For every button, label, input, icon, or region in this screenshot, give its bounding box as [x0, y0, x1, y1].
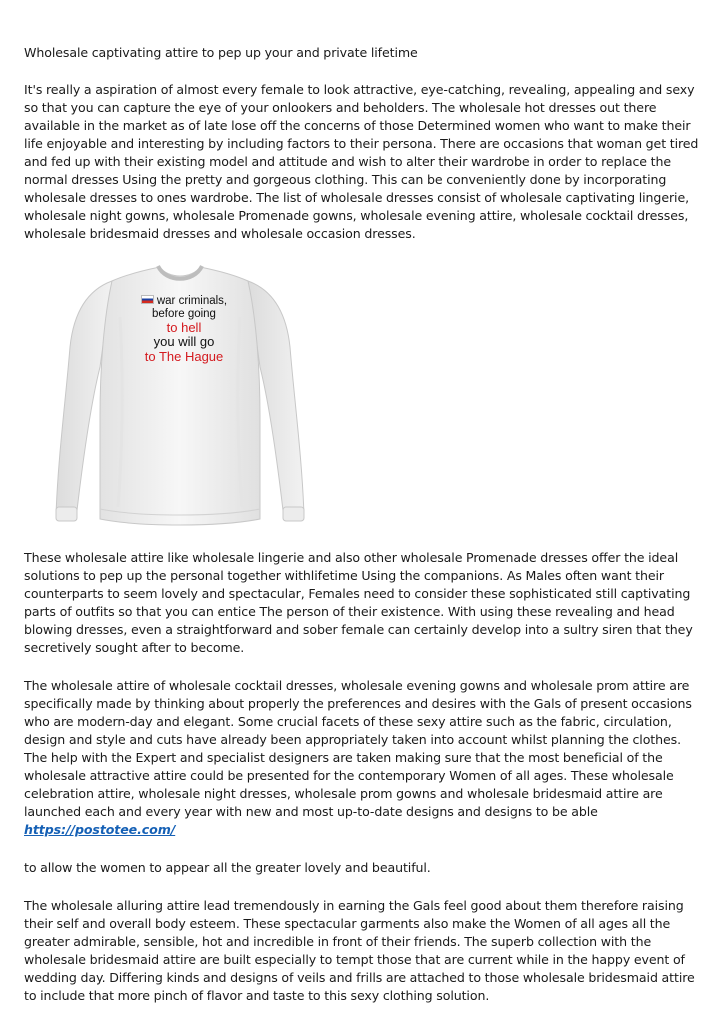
- paragraph-third: [24, 677, 700, 839]
- shirt-image: [50, 257, 310, 535]
- paragraph-intro: It's really a aspiration of almost every female to look attractive, eye-catching, revealing, appealing and sexy so that you can capture the eye of your onlookers and beholders. The wholesale hot dresses out there available in the market as of late lose off the concerns of those Determined women who want to make their life enjoyable and interesting by including factors to their persona. There are occasions that woman get tired and fed up with their existing model and attitude and wish to alter their wardrobe in order to replace the normal dresses Using the pretty and gorgeous clothing. This can be conveniently done by incorporating wholesale dresses to ones wardrobe. The list of wholesale dresses consist of wholesale captivating lingerie, wholesale night gowns, wholesale Promenade gowns, wholesale evening attire, wholesale cocktail dresses, wholesale bridesmaid dresses and wholesale occasion dresses.: [24, 82, 699, 241]
- paragraph-second: These wholesale attire like wholesale lingerie and also other wholesale Promenade dresses offer the ideal solutions to pep up the personal together withlifetime Using the companions. As Males often want their counterparts to seem lovely and spectacular, Females need to consider these sophisticated still captivating parts of outfits so that you can entice The person of their existence. With using these revealing and head blowing dresses, even a straightforward and sober female can certainly develop into a sultry siren that they secretively sought after to become.: [24, 550, 693, 655]
- shirt-print-line3: to hell: [166, 320, 202, 335]
- shirt-print-line4: you will go: [153, 334, 215, 349]
- shirt-print-line2: before going: [152, 308, 216, 320]
- postotee-link[interactable]: https://postotee.com/: [24, 822, 176, 837]
- shirt-print: [122, 295, 246, 364]
- paragraph-third-text: The wholesale attire of wholesale cocktail dresses, wholesale evening gowns and wholesale prom attire are specifically made by thinking about properly the preferences and desires with the Gals of present occasions who are modern-day and elegant. Some crucial facets of these sexy attire such as the fabric, circulation, design and style and cuts have already been appropriately taken into account whilst planning the clothes. The help with the Expert and specialist designers are taken making sure that the most beneficial of the wholesale attractive attire could be presented for the contemporary Women of all ages. These wholesale celebration attire, wholesale night dresses, wholesale prom gowns and wholesale bridesmaid attire are launched each and every year with new and most up-to-date designs and designs to be able: [24, 678, 692, 819]
- russian-flag-icon: [141, 295, 154, 304]
- document-page: [24, 44, 700, 1005]
- shirt-print-line1-text: war criminals,: [156, 295, 228, 307]
- shirt-print-line5: to The Hague: [144, 349, 224, 364]
- article-title: Wholesale captivating attire to pep up your and private lifetime: [24, 45, 418, 60]
- paragraph-fourth: to allow the women to appear all the greater lovely and beautiful.: [24, 860, 431, 875]
- paragraph-fifth: The wholesale alluring attire lead tremendously in earning the Gals feel good about them therefore raising their self and overall body esteem. These spectacular garments also make the Women of all ages all the greater admirable, sensible, hot and incredible in front of their friends. The superb collection with the wholesale bridesmaid attire are built especially to tempt those that are current while in the happy event of wedding day. Differing kinds and designs of veils and frills are attached to those wholesale bridesmaid attire to include that more pinch of flavor and taste to this sexy clothing solution.: [24, 898, 695, 1003]
- shirt-print-line1: [122, 295, 246, 308]
